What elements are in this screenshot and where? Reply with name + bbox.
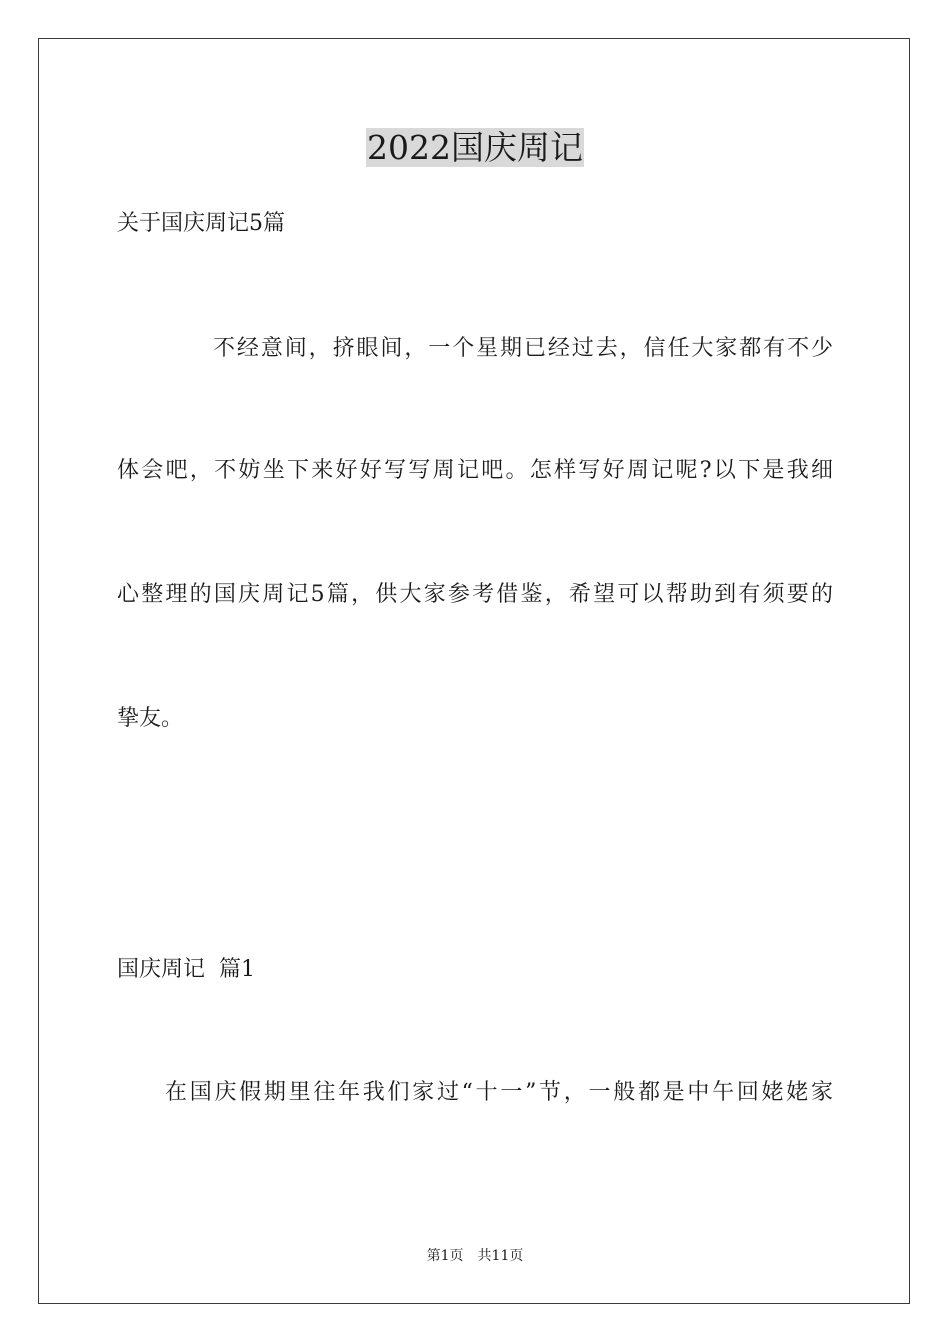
intro-line-4: 挚友。 — [117, 706, 184, 731]
document-title: 2022国庆周记 — [367, 128, 583, 167]
page-total: 共11页 — [477, 1248, 524, 1264]
document-subtitle: 关于国庆周记5篇 — [117, 211, 285, 236]
intro-line-3: 心整理的国庆周记5篇，供大家参考借鉴，希望可以帮助到有须要的 — [117, 582, 833, 607]
page-footer — [0, 1246, 950, 1266]
page-number: 第1页 — [426, 1248, 464, 1264]
section-heading: 国庆周记 篇1 — [117, 957, 255, 982]
intro-line-1: 不经意间，挤眼间，一个星期已经过去，信任大家都有不少 — [213, 336, 833, 361]
intro-line-2: 体会吧，不妨坐下来好好写写周记吧。怎样写好周记呢?以下是我细 — [117, 458, 833, 483]
section-paragraph-line-1: 在国庆假期里往年我们家过“十一”节，一般都是中午回姥姥家 — [165, 1080, 833, 1105]
